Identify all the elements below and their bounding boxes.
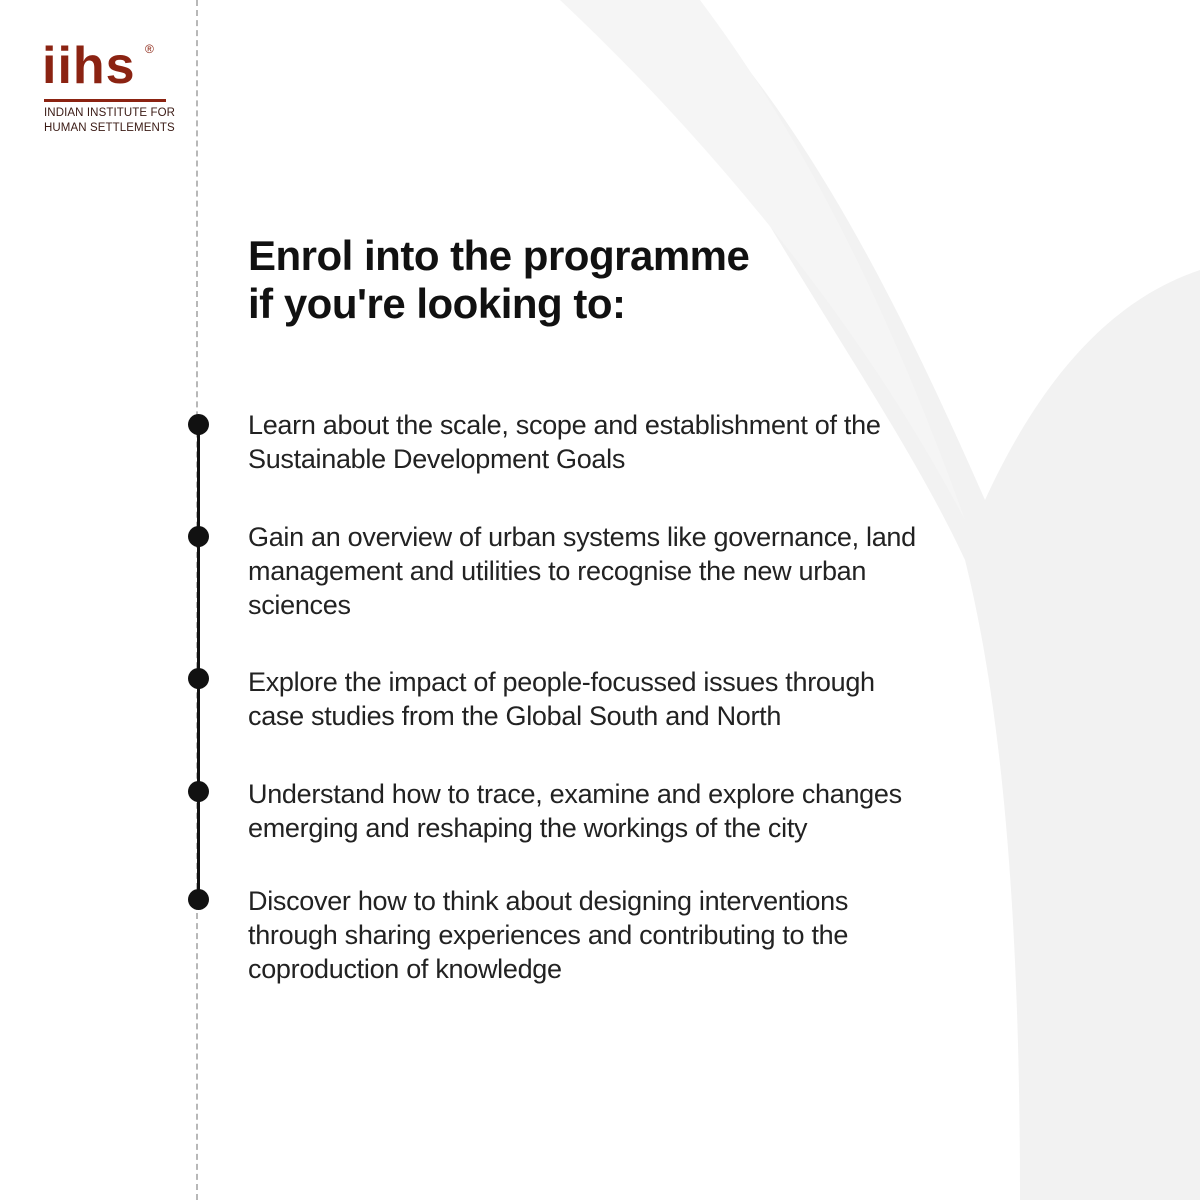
logo-subtitle-line-2: HUMAN SETTLEMENTS bbox=[44, 122, 175, 134]
timeline-dot bbox=[188, 889, 209, 910]
heading-line-2: if you're looking to: bbox=[248, 280, 626, 327]
list-item-line: Explore the impact of people-focussed issues through bbox=[248, 667, 875, 697]
list-item-line: management and utilities to recognise the new urban bbox=[248, 556, 867, 586]
list-item-line: through sharing experiences and contributing to the bbox=[248, 920, 849, 950]
registered-mark: ® bbox=[145, 42, 154, 56]
list-item-line: Discover how to think about designing interventions bbox=[248, 886, 849, 916]
logo-wordmark: iihs bbox=[42, 37, 136, 95]
logo-subtitle bbox=[44, 106, 184, 136]
list-item bbox=[248, 520, 1048, 622]
list-item-line: case studies from the Global South and North bbox=[248, 701, 782, 731]
list-item bbox=[248, 777, 1048, 845]
timeline-dot bbox=[188, 414, 209, 435]
list-item bbox=[248, 665, 1048, 733]
list-item-line: Learn about the scale, scope and establishment of the bbox=[248, 410, 881, 440]
iihs-logo bbox=[42, 37, 182, 150]
logo-rule bbox=[44, 99, 166, 102]
list-item-line: coproduction of knowledge bbox=[248, 954, 562, 984]
heading-line-1: Enrol into the programme bbox=[248, 232, 750, 279]
list-item-line: Sustainable Development Goals bbox=[248, 444, 626, 474]
list-item-line: sciences bbox=[248, 590, 351, 620]
list-item-line: Understand how to trace, examine and explore changes bbox=[248, 779, 902, 809]
timeline-dot bbox=[188, 668, 209, 689]
timeline-dot bbox=[188, 526, 209, 547]
timeline-line bbox=[197, 424, 200, 900]
timeline-dot bbox=[188, 781, 209, 802]
page-heading bbox=[248, 232, 749, 328]
list-item-line: Gain an overview of urban systems like governance, land bbox=[248, 522, 916, 552]
list-item bbox=[248, 408, 1048, 476]
list-item bbox=[248, 884, 1048, 986]
list-item-line: emerging and reshaping the workings of the city bbox=[248, 813, 808, 843]
logo-subtitle-line-1: INDIAN INSTITUTE FOR bbox=[44, 107, 176, 119]
